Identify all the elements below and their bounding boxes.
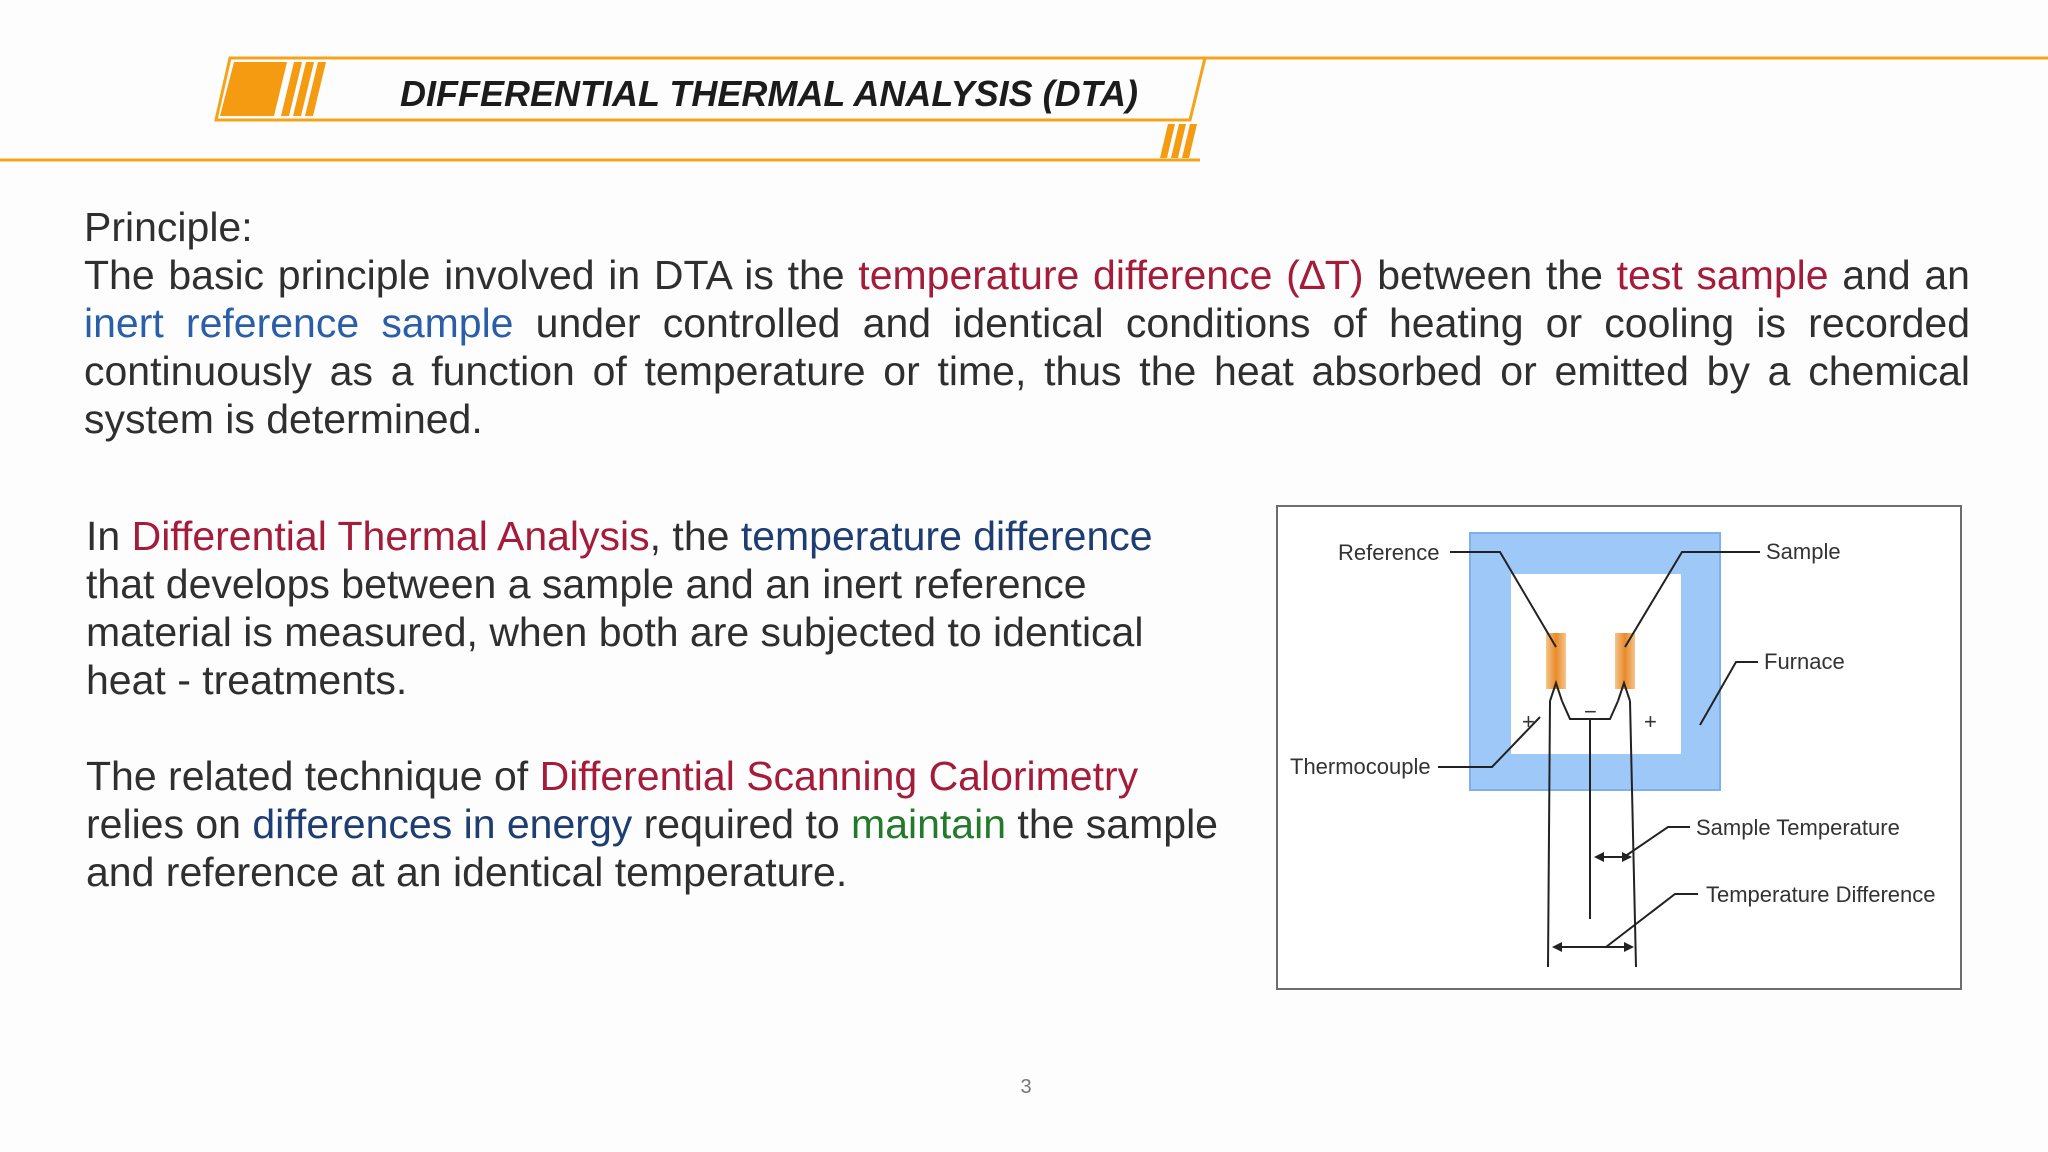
label-sample-temperature: Sample Temperature [1696,815,1900,840]
dsc-paragraph [86,752,1226,896]
principle-text: under controlled and identical conditions of heating or cooling is recorded continuously as a function of temperature or time, thus the heat absorbed or emitted by a chemical system is determined. [84,300,1970,442]
principle-heading: Principle: [84,204,253,250]
arrowhead [1552,942,1562,952]
principle-text: between the [1363,252,1617,298]
dsc-text: The related technique of [86,753,540,799]
label-thermocouple: Thermocouple [1290,754,1431,779]
arrowhead [1624,942,1634,952]
dta-paragraph [86,512,1226,704]
dta-text: , the [649,513,741,559]
dta-text: In [86,513,132,559]
highlight-temperature-difference: temperature difference (∆T) [858,252,1364,298]
highlight-inert-reference-sample: inert reference sample [84,300,514,346]
principle-body [84,251,1970,443]
highlight-temperature-difference: temperature difference [740,513,1153,559]
plus-sign: + [1644,709,1657,734]
dta-apparatus-diagram [1276,505,1962,990]
page-number: 3 [1020,1076,1032,1098]
dsc-text: the sample and reference at an identical temperature. [86,801,1218,895]
plus-sign: + [1522,709,1535,734]
dsc-text: relies on [86,801,253,847]
label-furnace: Furnace [1764,649,1845,674]
principle-text: The basic principle involved in DTA is the [84,252,859,298]
highlight-test-sample: test sample [1616,252,1829,298]
temperature-difference-leader [1606,894,1698,947]
label-temperature-difference: Temperature Difference [1706,882,1936,907]
highlight-differences-in-energy: differences in energy [252,801,633,847]
label-sample: Sample [1766,539,1841,564]
arrowhead [1594,852,1604,862]
sample-crucible [1615,633,1635,689]
dsc-text: required to [632,801,852,847]
slide-title: DIFFERENTIAL THERMAL ANALYSIS (DTA) [400,73,1138,114]
label-reference: Reference [1338,540,1440,565]
principle-paragraph [84,203,1970,443]
highlight-maintain: maintain [851,801,1007,847]
header-orange-block [220,62,287,116]
principle-text: and an [1828,252,1970,298]
minus-sign: − [1584,699,1597,724]
highlight-differential-thermal-analysis: Differential Thermal Analysis [131,513,650,559]
dta-text: that develops between a sample and an inert reference material is measured, when both are subjected to identical heat - treatments. [86,561,1144,703]
highlight-differential-scanning-calorimetry: Differential Scanning Calorimetry [539,753,1139,799]
